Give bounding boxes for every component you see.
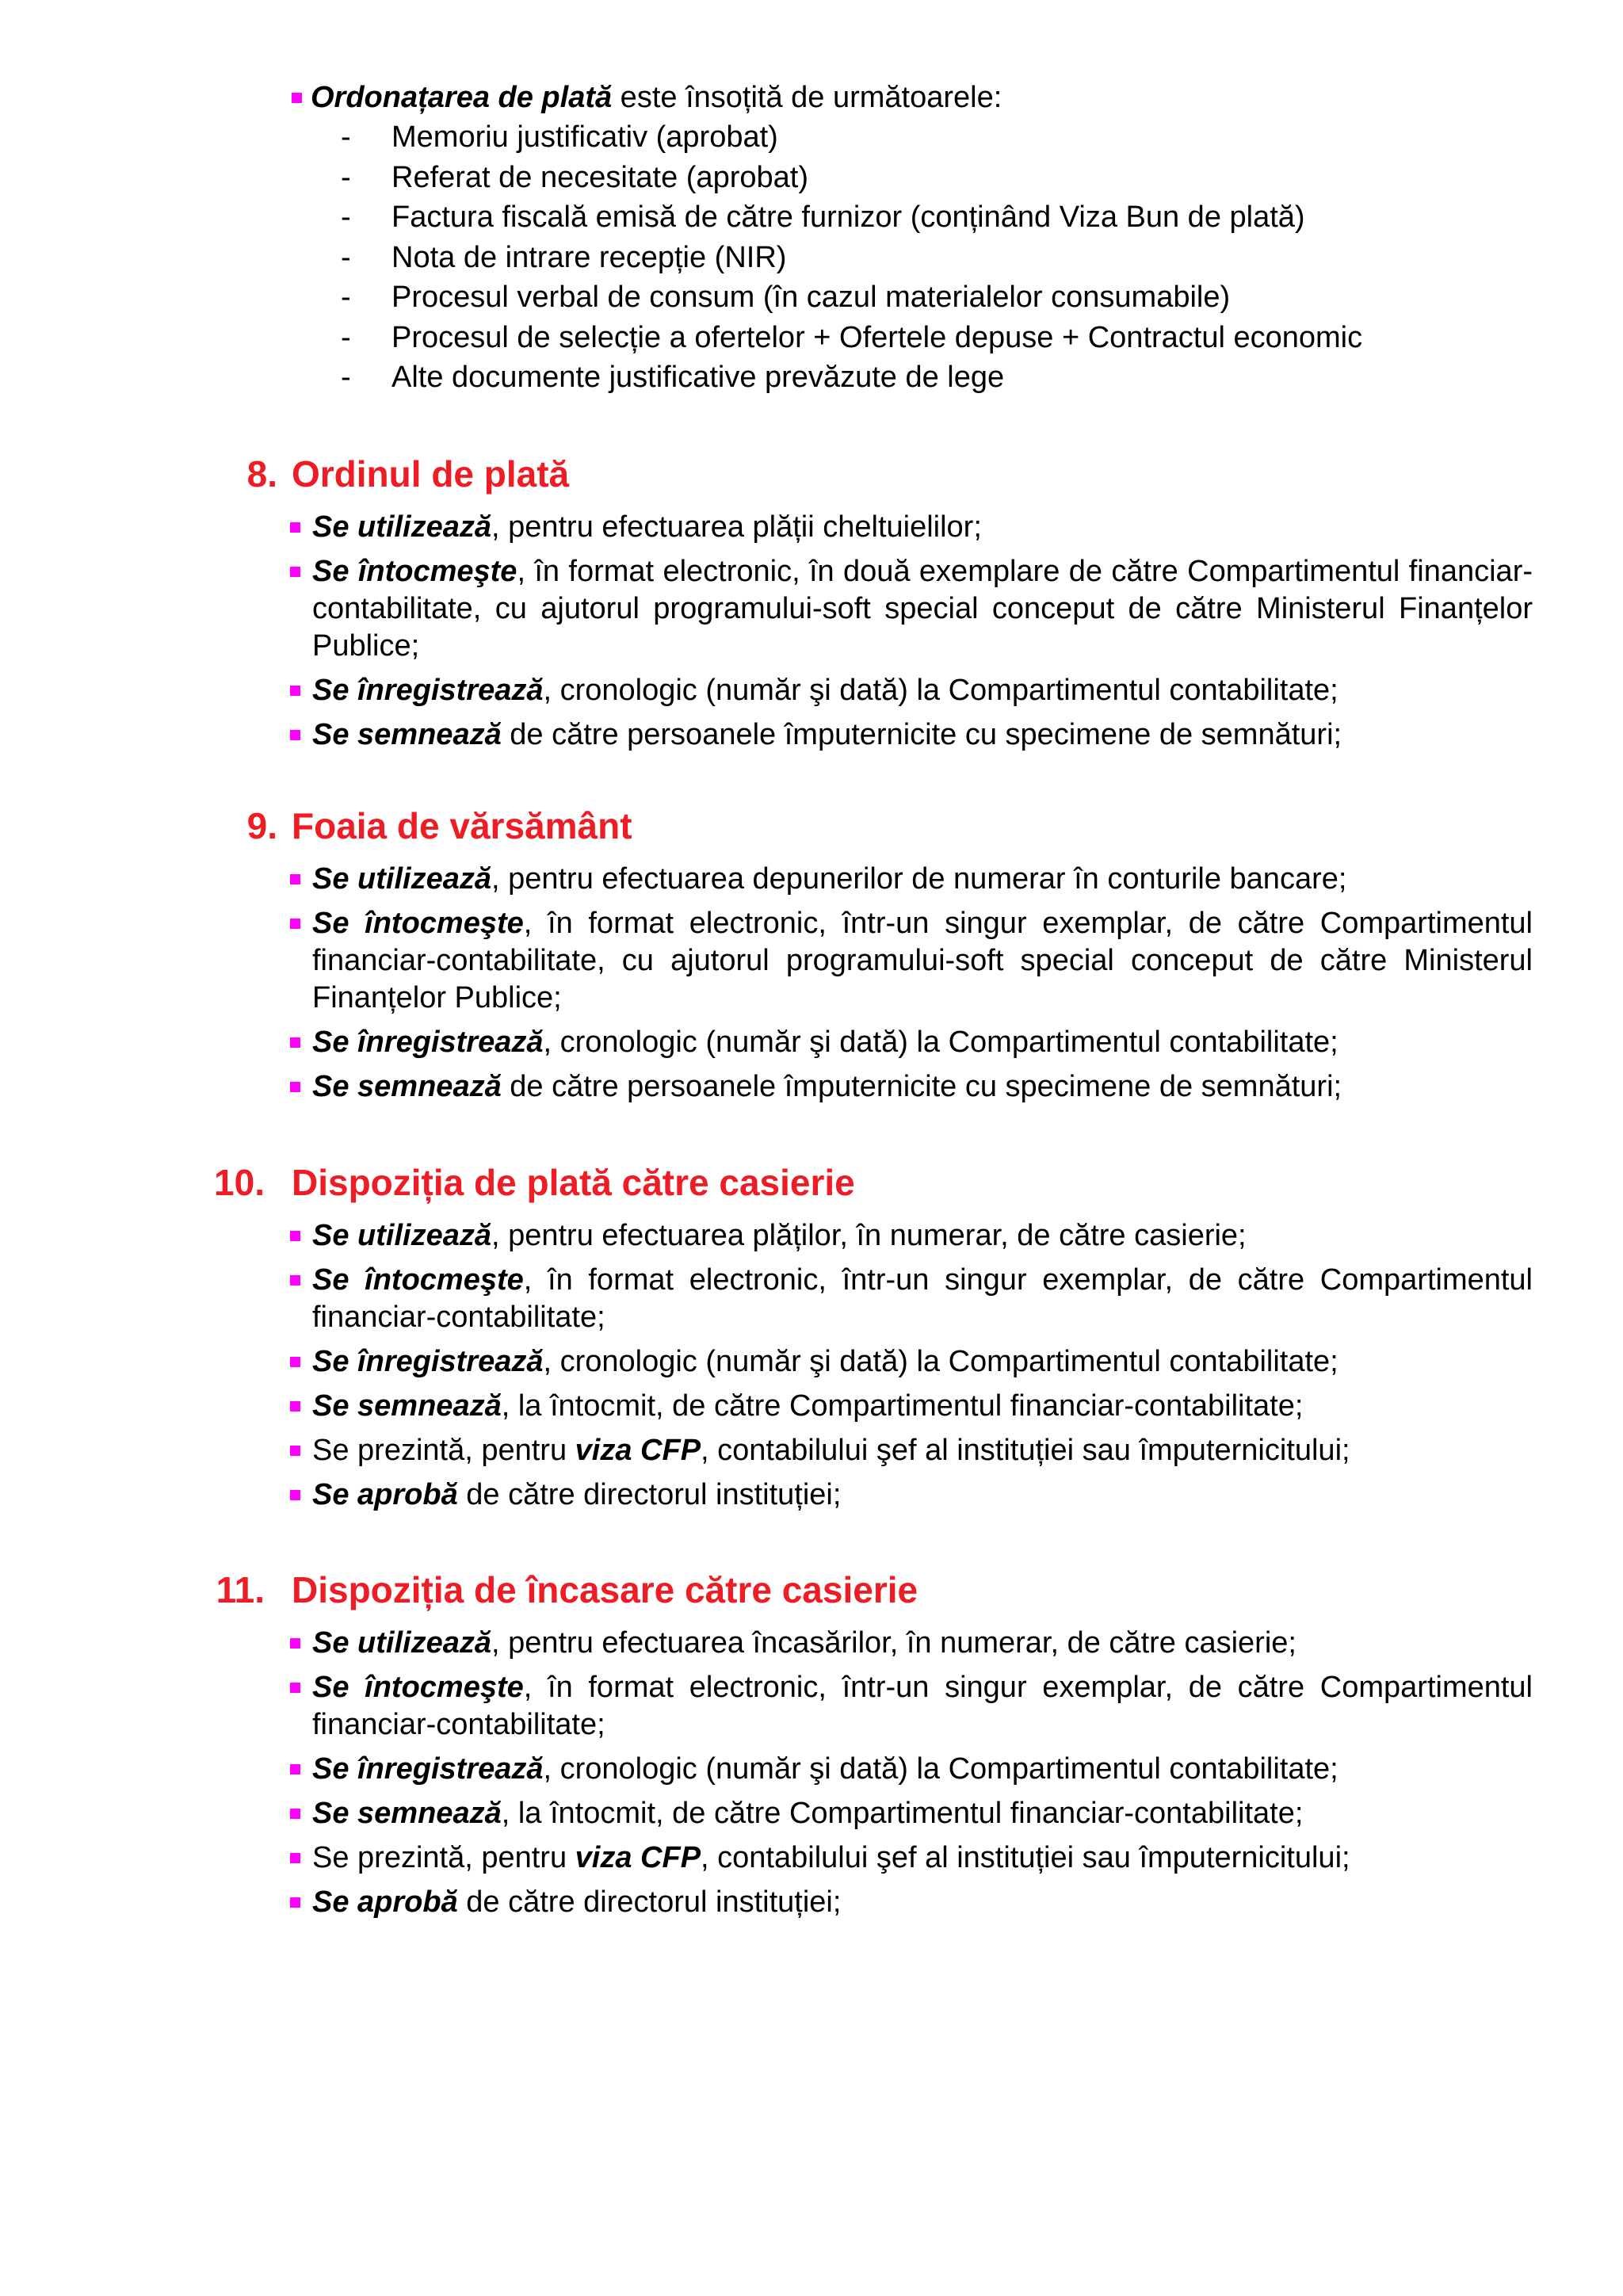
- square-bullet-icon: [290, 1446, 300, 1456]
- square-bullet-icon: [290, 1853, 300, 1863]
- section-title: Dispoziția de încasare către casierie: [292, 1569, 918, 1610]
- square-bullet-icon: [290, 1897, 300, 1908]
- list-item: Se semnează, la întocmit, de către Compartimentul financiar-contabilitate;: [290, 1795, 1533, 1832]
- square-bullet-icon: [290, 1082, 300, 1092]
- square-bullet-icon: [290, 1809, 300, 1819]
- section-heading: [0, 1568, 1623, 1612]
- list-item: - Procesul verbal de consum (în cazul materialelor consumabile): [292, 277, 1528, 318]
- section-9: [0, 804, 1623, 1103]
- dash-bullet: -: [341, 320, 351, 354]
- dash-bullet: -: [341, 240, 351, 274]
- section-11: [0, 1568, 1623, 1919]
- dash-bullet: -: [341, 160, 351, 194]
- square-bullet-icon: [290, 1638, 300, 1648]
- list-item: Se întocmeşte, în format electronic, în două exemplare de către Compartimentul financiar-contabilitate, cu ajutorul programului-soft special conceput de către Ministerul Finanțelor Publice;: [290, 553, 1533, 665]
- list-item: Se aprobă de către directorul instituției;: [290, 1477, 1533, 1514]
- square-bullet-icon: [290, 1231, 300, 1241]
- list-item: Se înregistrează, cronologic (număr şi dată) la Compartimentul contabilitate;: [290, 1343, 1533, 1381]
- square-bullet-icon: [290, 1683, 300, 1693]
- section-number: 8.: [246, 453, 277, 495]
- section-number: 10.: [214, 1162, 265, 1203]
- intro-rest: este însoțită de următoarele:: [612, 81, 1002, 114]
- list-item: Se semnează de către persoanele împuternicite cu specimene de semnături;: [290, 1068, 1533, 1106]
- list-item: Se utilizează, pentru efectuarea plăților, în numerar, de către casierie;: [290, 1217, 1533, 1255]
- square-bullet-icon: [290, 1037, 300, 1048]
- list-item: - Procesul de selecție a ofertelor + Ofertele depuse + Contractul economic: [292, 318, 1528, 358]
- section-number: 9.: [246, 805, 277, 846]
- list-item: Se întocmeşte, în format electronic, într-un singur exemplar, de către Compartimentul financiar-contabilitate;: [290, 1262, 1533, 1336]
- list-item: Se prezintă, pentru viza CFP, contabilului şef al instituției sau împuternicitului;: [290, 1432, 1533, 1469]
- list-item: Se întocmeşte, în format electronic, într-un singur exemplar, de către Compartimentul financiar-contabilitate, cu ajutorul programului-soft special conceput de către Ministerul Finanțelor Publice;: [290, 905, 1533, 1017]
- square-bullet-icon: [290, 686, 300, 696]
- list-item: Se aprobă de către directorul instituției;: [290, 1884, 1533, 1921]
- square-bullet-icon: [290, 1764, 300, 1775]
- list-item: - Factura fiscală emisă de către furnizor (conținând Viza Bun de plată): [292, 197, 1528, 238]
- square-bullet-icon: [290, 919, 300, 929]
- square-bullet-icon: [290, 1275, 300, 1286]
- list-item: - Memoriu justificativ (aprobat): [292, 117, 1528, 158]
- list-item: - Alte documente justificative prevăzute de lege: [292, 357, 1528, 398]
- list-item: Se semnează, la întocmit, de către Compartimentul financiar-contabilitate;: [290, 1388, 1533, 1425]
- list-item: - Referat de necesitate (aprobat): [292, 158, 1528, 198]
- section-title: Ordinul de plată: [292, 453, 570, 495]
- list-item: Se înregistrează, cronologic (număr şi dată) la Compartimentul contabilitate;: [290, 672, 1533, 709]
- list-item: Se utilizează, pentru efectuarea încasărilor, în numerar, de către casierie;: [290, 1625, 1533, 1662]
- attachment-list: [292, 117, 1528, 398]
- intro-bold: Ordonațarea de plată: [311, 81, 613, 114]
- list-item: Se utilizează, pentru efectuarea plății cheltuielilor;: [290, 509, 1533, 546]
- list-item: - Nota de intrare recepție (NIR): [292, 238, 1528, 278]
- square-bullet-icon: [290, 874, 300, 884]
- section-10: [0, 1160, 1623, 1511]
- list-item: Se înregistrează, cronologic (număr şi dată) la Compartimentul contabilitate;: [290, 1751, 1533, 1788]
- square-bullet-icon: [292, 93, 302, 103]
- square-bullet-icon: [290, 522, 300, 533]
- section-heading: [0, 804, 1623, 848]
- square-bullet-icon: [290, 1357, 300, 1367]
- square-bullet-icon: [290, 1401, 300, 1412]
- list-item: Se întocmeşte, în format electronic, într-un singur exemplar, de către Compartimentul financiar-contabilitate;: [290, 1669, 1533, 1744]
- square-bullet-icon: [290, 1490, 300, 1500]
- square-bullet-icon: [290, 730, 300, 740]
- dash-bullet: -: [341, 201, 351, 234]
- dash-bullet: -: [341, 120, 351, 154]
- section-title: Foaia de vărsământ: [292, 805, 632, 846]
- list-item: Se semnează de către persoanele împuternicite cu specimene de semnături;: [290, 716, 1533, 754]
- list-item: Se utilizează, pentru efectuarea depunerilor de numerar în conturile bancare;: [290, 861, 1533, 898]
- intro-heading: [292, 78, 1528, 117]
- section-items: [290, 1217, 1533, 1514]
- section-8: [0, 452, 1623, 751]
- section-heading: [0, 1160, 1623, 1205]
- section-heading: [0, 452, 1623, 496]
- section-number: 11.: [216, 1569, 265, 1610]
- intro-block: [292, 78, 1528, 398]
- list-item: Se prezintă, pentru viza CFP, contabilului şef al instituției sau împuternicitului;: [290, 1839, 1533, 1877]
- dash-bullet: -: [341, 361, 351, 394]
- section-items: [290, 1625, 1533, 1921]
- section-title: Dispoziția de plată către casierie: [292, 1162, 855, 1203]
- section-items: [290, 861, 1533, 1106]
- list-item: Se înregistrează, cronologic (număr şi dată) la Compartimentul contabilitate;: [290, 1024, 1533, 1061]
- section-items: [290, 509, 1533, 754]
- dash-bullet: -: [341, 281, 351, 314]
- square-bullet-icon: [290, 567, 300, 577]
